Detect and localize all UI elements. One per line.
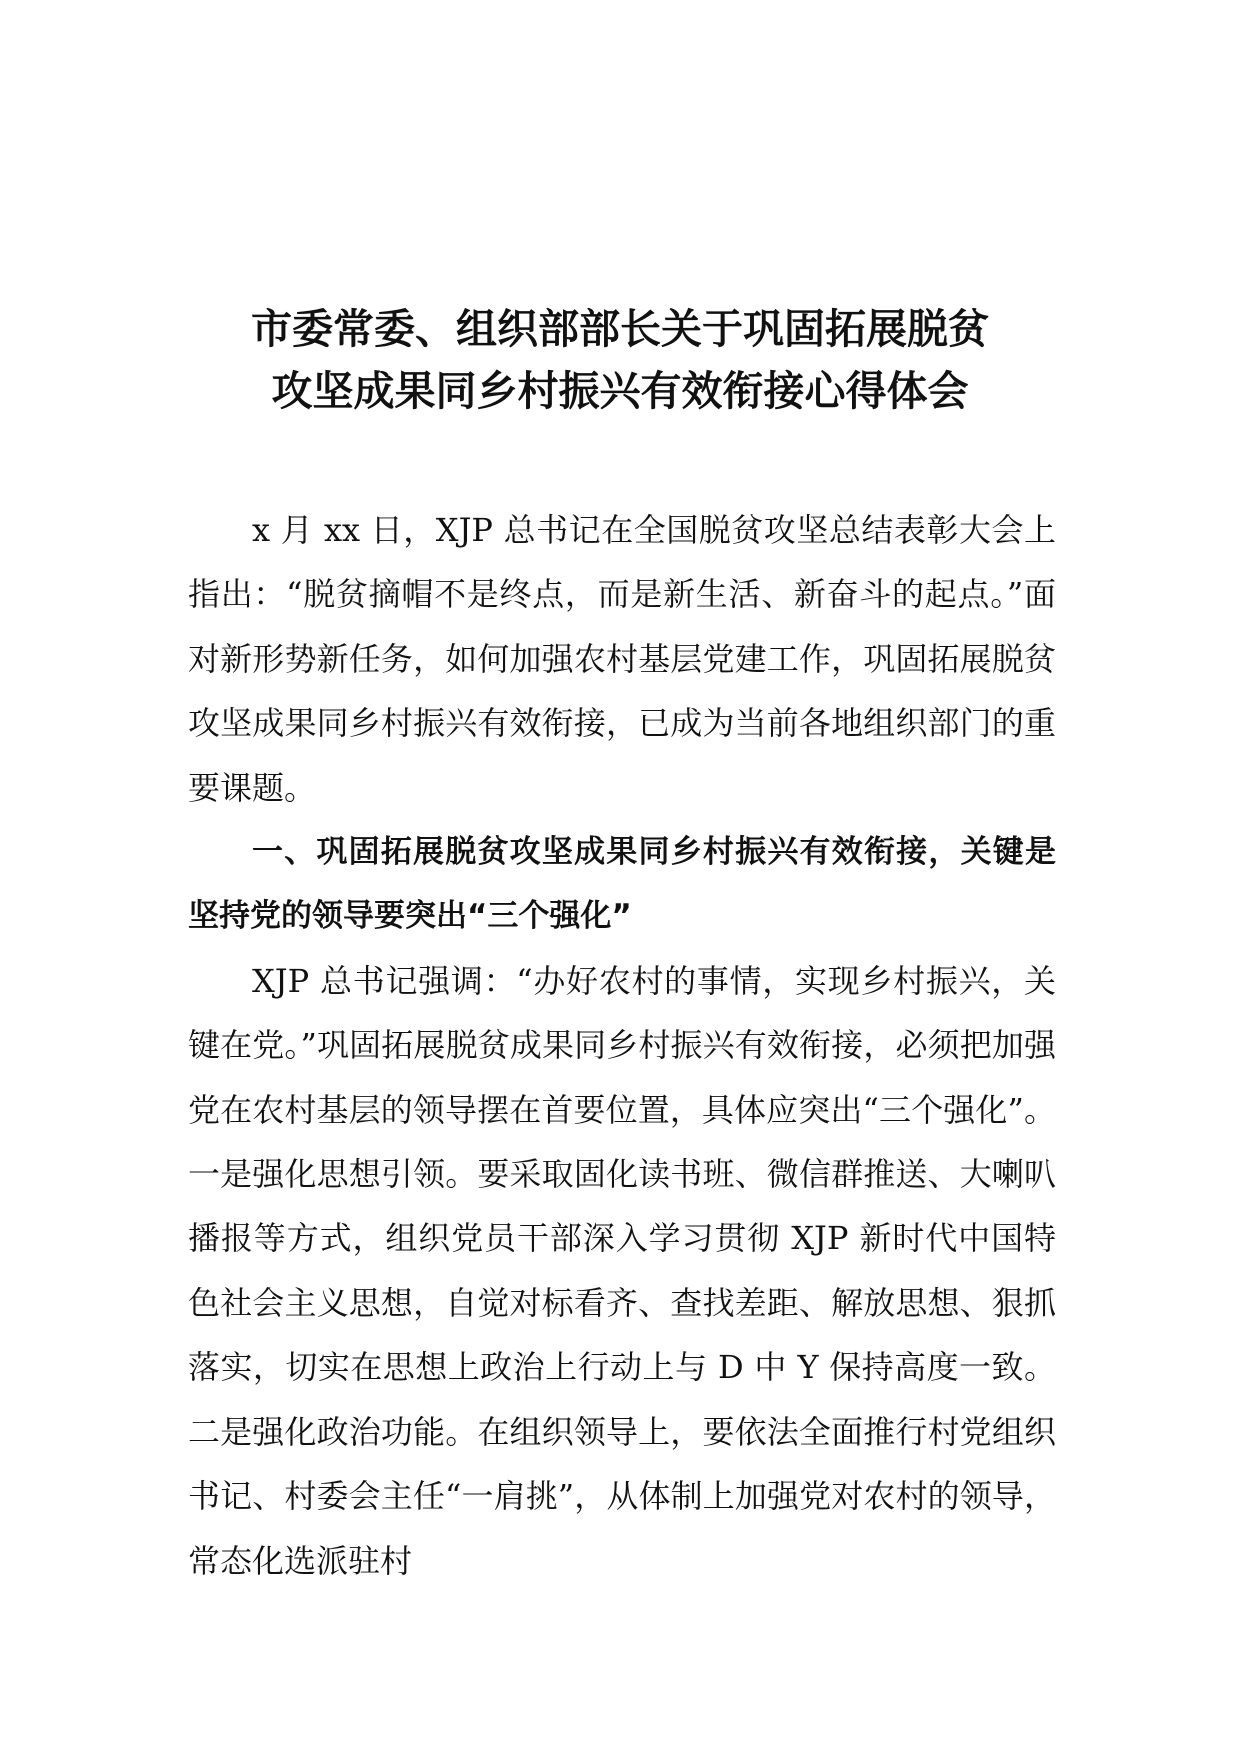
title-line-1: 市委常委、组织部部长关于巩固拓展脱贫 [251,305,989,353]
document-body [188,498,1056,1593]
paragraph-intro: x 月 xx 日，XJP 总书记在全国脱贫攻坚总结表彰大会上指出：“脱贫摘帽不是终点，而是新生活、新奋斗的起点。”面对新形势新任务，如何加强农村基层党建工作，巩固拓展脱贫攻坚成果同乡村振兴有效衔接，已成为当前各地组织部门的重要课题。 [188,511,1056,807]
document-title [150,298,1090,422]
section-heading-1: 一、巩固拓展脱贫攻坚成果同乡村振兴有效衔接，关键是坚持党的领导要突出“三个强化” [188,834,1056,935]
title-line-2: 攻坚成果同乡村振兴有效衔接心得体会 [271,367,969,415]
paragraph-section-1: XJP 总书记强调：“办好农村的事情，实现乡村振兴，关键在党。”巩固拓展脱贫成果同乡村振兴有效衔接，必须把加强党在农村基层的领导摆在首要位置，具体应突出“三个强化”。一是强化思想引领。要采取固化读书班、微信群推送、大喇叭播报等方式，组织党员干部深入学习贯彻 XJP 新时代中国特色社会主义思想，自觉对标看齐、查找差距、解放思想、狠抓落实，切实在思想上政治上行动上与 D 中 Y 保持高度一致。二是强化政治功能。在组织领导上，要依法全面推行村党组织书记、村委会主任“一肩挑”，从体制上加强党对农村的领导，常态化选派驻村 [188,961,1056,1580]
